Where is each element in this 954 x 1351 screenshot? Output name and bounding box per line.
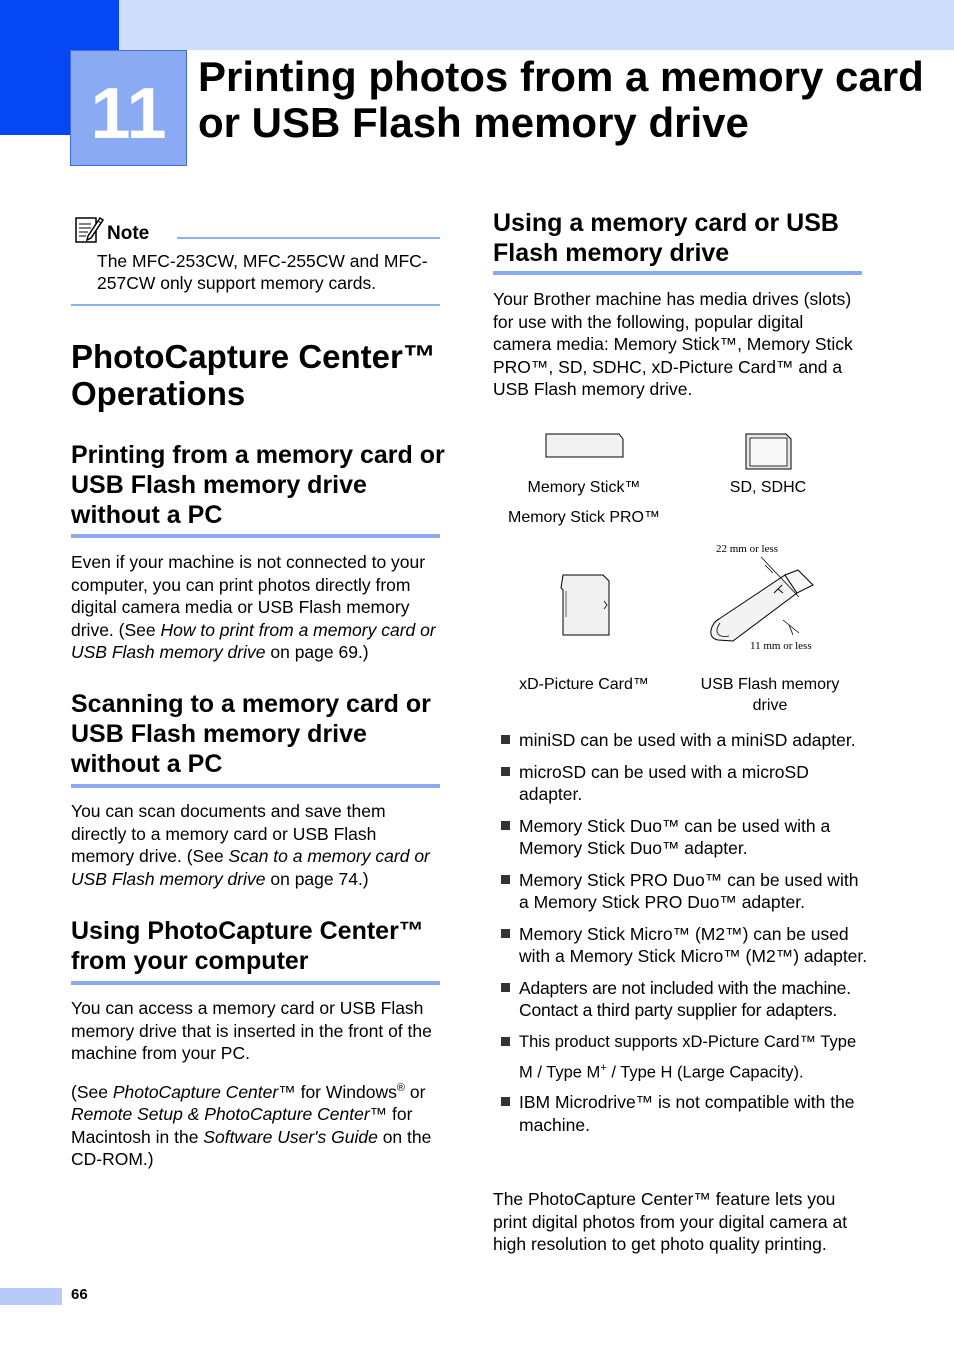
cross-reference[interactable]: PhotoCapture Center [112, 1081, 279, 1102]
list-item-text: Memory Stick PRO Duo™ can be used with a Memory Stick PRO Duo™ adapter. [519, 869, 859, 912]
guide-title: Software User's Guide [203, 1126, 378, 1147]
list-item [499, 923, 869, 968]
list-item [499, 977, 869, 1022]
bullet-square-icon [501, 821, 510, 830]
footer-tab [0, 1288, 62, 1305]
paragraph-photocapture-feature: The PhotoCapture Center™ feature lets you print digital photos from your digital camera at high resolution to get photo quality printing. [493, 1189, 848, 1254]
memory-stick-icon [546, 434, 623, 457]
paragraph-see-guide [71, 1077, 443, 1171]
caption-memory-stick: Memory Stick™ [527, 479, 641, 496]
cross-reference[interactable]: How to print from a memory card or USB Flash memory drive [71, 619, 436, 662]
text: or [404, 1081, 426, 1102]
list-item [499, 815, 869, 860]
text: ™ for Windows [278, 1081, 397, 1102]
paragraph-media-drives: Your Brother machine has media drives (slots) for use with the following, popular digital camera media: Memory Stick™, Memory Stick PRO™, SD, SDHC, xD-Picture Card™ and a USB Flash memory drive. [493, 289, 853, 399]
usb-flash-drive-icon [711, 557, 813, 641]
text: on the CD-ROM.) [71, 1126, 432, 1170]
text: Even if your machine is not connected to your computer, you can print photos directly from digital camera media or USB Flash memory drive. (See [71, 552, 426, 640]
heading-rule [71, 534, 440, 538]
media-notes-list [499, 729, 869, 1145]
note-pencil-icon [74, 214, 104, 244]
heading-printing-without-pc: Printing from a memory card or USB Flash memory drive without a PC [71, 441, 445, 529]
bullet-square-icon [501, 929, 510, 938]
paragraph-access-from-pc: You can access a memory card or USB Flash memory drive that is inserted in the front of the machine from your PC. [71, 998, 432, 1063]
caption-xd-picture-card: xD-Picture Card™ [519, 676, 649, 693]
heading-scanning-without-pc: Scanning to a memory card or USB Flash memory drive without a PC [71, 690, 431, 778]
caption-usb-flash-drive: USB Flash memory drive [700, 676, 840, 714]
list-item [499, 1029, 869, 1086]
note-top-rule [177, 237, 440, 239]
list-item-text: This product supports xD-Picture Card™ Type M / Type M [519, 1032, 857, 1081]
heading-rule [493, 271, 862, 275]
list-item-text: miniSD can be used with a miniSD adapter. [519, 730, 856, 750]
dimension-label-22mm: 22 mm or less [716, 543, 779, 555]
note-label: Note [107, 223, 150, 244]
chapter-title: Printing photos from a memory card or USB Flash memory drive [198, 53, 924, 146]
header-band [0, 0, 954, 50]
bullet-square-icon [501, 1097, 510, 1106]
media-types-figure [493, 425, 863, 660]
list-item [499, 869, 869, 914]
bullet-square-icon [501, 735, 510, 744]
text: (See [71, 1081, 113, 1102]
list-item-text: Memory Stick Micro™ (M2™) can be used with a Memory Stick Micro™ (M2™) adapter. [519, 923, 868, 966]
list-item-text: Adapters are not included with the machine. Contact a third party supplier for adapters. [519, 977, 851, 1020]
sd-card-icon [746, 434, 791, 469]
paragraph-scanning-without-pc [71, 800, 441, 890]
page-number: 66 [71, 1286, 88, 1303]
caption-memory-stick-pro: Memory Stick PRO™ [507, 509, 660, 526]
heading-using-memory-card: Using a memory card or USB Flash memory drive [493, 209, 839, 267]
text: on page 74.) [265, 868, 369, 889]
list-item-text: / Type H (Large Capacity). [606, 1063, 804, 1081]
bullet-square-icon [501, 875, 510, 884]
bullet-square-icon [501, 983, 510, 992]
heading-rule [71, 784, 440, 788]
note-bottom-rule [71, 304, 440, 306]
list-item [499, 729, 869, 752]
cross-reference[interactable]: Scan to a memory card or USB Flash memory drive [71, 846, 430, 889]
list-item [499, 761, 869, 806]
heading-rule [71, 981, 440, 985]
cross-reference[interactable]: Remote Setup & PhotoCapture Center [71, 1104, 370, 1125]
registered-mark: ® [396, 1082, 405, 1094]
list-item-text: microSD can be used with a microSD adapter. [519, 761, 809, 804]
text: You can scan documents and save them directly to a memory card or USB Flash memory drive. (See [71, 801, 386, 866]
text: on page 69.) [265, 642, 369, 662]
bullet-square-icon [501, 1037, 510, 1046]
caption-sd-sdhc: SD, SDHC [729, 479, 807, 496]
note-text: The MFC-253CW, MFC-255CW and MFC-257CW only support memory cards. [97, 251, 428, 293]
chapter-number-box [70, 50, 187, 166]
text: ™ for Macintosh in the [71, 1104, 413, 1147]
dimension-label-11mm: 11 mm or less [750, 640, 812, 652]
list-item-text: IBM Microdrive™ is not compatible with the machine. [519, 1092, 855, 1135]
list-item-text: Memory Stick Duo™ can be used with a Memory Stick Duo™ adapter. [519, 815, 831, 858]
list-item [499, 1091, 869, 1136]
xd-picture-card-icon [561, 575, 609, 635]
superscript: + [600, 1061, 607, 1074]
heading-using-from-computer: Using PhotoCapture Center™ from your computer [71, 917, 424, 975]
section-heading-operations: PhotoCapture Center™ Operations [71, 338, 436, 412]
paragraph-printing-without-pc [71, 551, 441, 664]
bullet-square-icon [501, 767, 510, 776]
chapter-number: 11 [90, 74, 167, 154]
